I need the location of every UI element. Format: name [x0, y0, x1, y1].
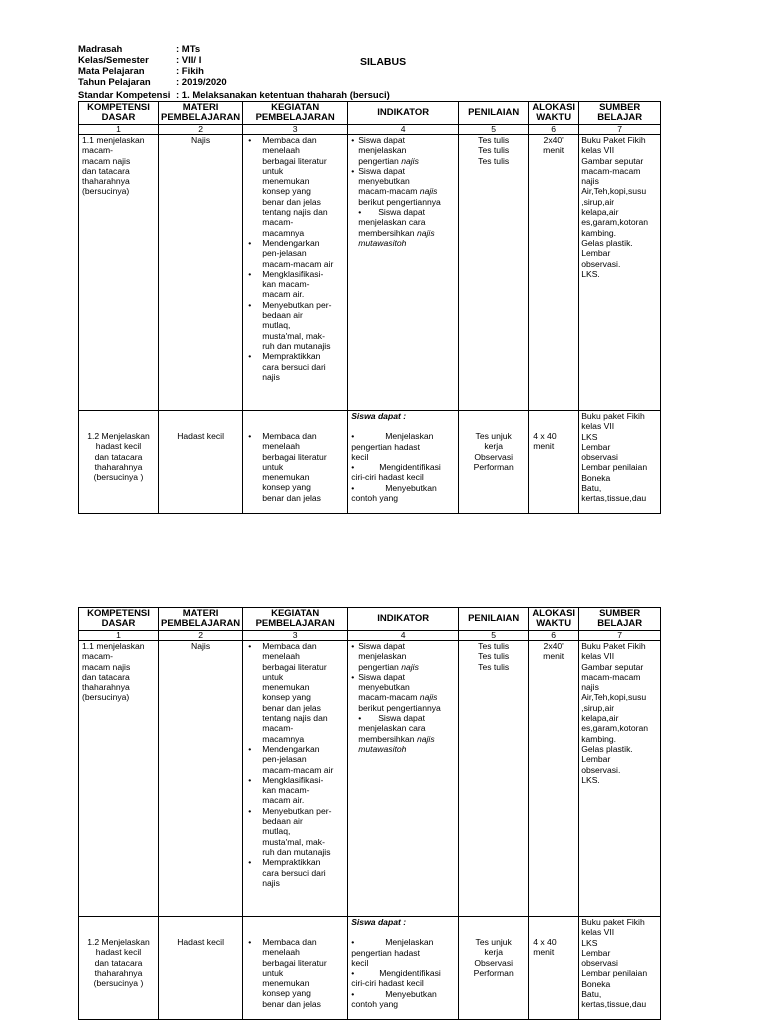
col-header: KEGIATAN PEMBELAJARAN	[243, 608, 348, 631]
kegiatan-item: • Membaca dan menelaah berbagai literatur untuk menemukan konsep yang benar dan jelas tentang najis dan macam- macamnya	[245, 641, 345, 744]
kegiatan-cell	[243, 411, 348, 514]
kegiatan-item: • Mengklasifikasi- kan macam- macam air.	[245, 775, 345, 806]
table-row	[79, 411, 661, 514]
indikator-item: • Menyebutkan contoh yang	[351, 988, 437, 1010]
kegiatan-item: • Menyebutkan per- bedaan air mutlaq, musta'mal, mak- ruh dan mutanajis	[245, 300, 345, 351]
materi-cell: Hadast kecil	[159, 917, 243, 1020]
col-header: ALOKASI WAKTU	[529, 608, 579, 631]
meta-block	[78, 44, 227, 88]
col-header: KOMPETENSI DASAR	[79, 608, 159, 631]
page-title: SILABUS	[360, 56, 407, 68]
indikator-item: • Siswa dapat menjelaskan cara membersihkan najis mutawasitoh	[358, 207, 435, 248]
kegiatan-item: • Membaca dan menelaah berbagai literatur untuk menemukan konsep yang benar dan jelas	[245, 937, 345, 1009]
indikator-item: • Siswa dapat menyebutkan macam-macam najis berikut pengertiannya	[351, 166, 456, 207]
indikator-item: • Siswa dapat menjelaskan pengertian najis	[351, 135, 456, 166]
kegiatan-item: • Menyebutkan per- bedaan air mutlaq, musta'mal, mak- ruh dan mutanajis	[245, 806, 345, 857]
column-number-row	[79, 125, 661, 135]
col-header: KEGIATAN PEMBELAJARAN	[243, 102, 348, 125]
kegiatan-cell	[243, 641, 348, 917]
kegiatan-item: • Mempraktikkan cara bersuci dari najis	[245, 857, 345, 888]
kd-cell: 1.2 Menjelaskan hadast kecil dan tatacara thaharahnya (bersucinya )	[79, 411, 159, 514]
indikator-item: • Siswa dapat menjelaskan cara membersihkan najis mutawasitoh	[358, 713, 435, 754]
kegiatan-item: • Mendengarkan pen-jelasan macam-macam air	[245, 744, 345, 775]
indikator-item: • Siswa dapat menyebutkan macam-macam najis berikut pengertiannya	[351, 672, 456, 713]
meta-madrasah: Madrasah : MTs	[78, 44, 201, 55]
col-header: ALOKASI WAKTU	[529, 102, 579, 125]
indikator-item: • Siswa dapat menjelaskan pengertian najis	[351, 641, 456, 672]
column-number: 1	[79, 631, 159, 641]
indikator-item: • Mengidentifikasi ciri-ciri hadast kecil	[351, 462, 441, 483]
meta-kelas: Kelas/Semester : VII/ I	[78, 55, 202, 66]
col-header: INDIKATOR	[348, 608, 459, 631]
col-header: KOMPETENSI DASAR	[79, 102, 159, 125]
kd-cell: 1.1 menjelaskan macam- macam najis dan tatacara thaharahnya (bersucinya)	[79, 135, 159, 411]
table-header-row	[79, 608, 661, 631]
col-header: PENILAIAN	[459, 102, 529, 125]
sumber-cell: Buku paket Fikih kelas VII LKS Lembar observasi Lembar penilaian Boneka Batu, kertas,tissue,dau	[579, 411, 661, 514]
indikator-cell	[348, 917, 459, 1020]
syllabus-table	[78, 607, 661, 1020]
column-number: 3	[243, 631, 348, 641]
sumber-cell: Buku Paket Fikih kelas VII Gambar seputar macam-macam najis Air,Teh,kopi,susu ,sirup,air kelapa,air es,garam,kotoran kambing. Gelas plastik. Lembar observasi. LKS.	[579, 641, 661, 917]
indikator-item: • Mengidentifikasi ciri-ciri hadast kecil	[351, 968, 441, 989]
column-number: 4	[348, 631, 459, 641]
kegiatan-item: • Membaca dan menelaah berbagai literatur untuk menemukan konsep yang benar dan jelas tentang najis dan macam- macamnya	[245, 135, 345, 238]
table-header-row	[79, 102, 661, 125]
col-header: SUMBER BELAJAR	[579, 102, 661, 125]
table-row	[79, 641, 661, 917]
table-row	[79, 917, 661, 1020]
column-number: 6	[529, 631, 579, 641]
column-number: 6	[529, 125, 579, 135]
column-number: 1	[79, 125, 159, 135]
column-number: 7	[579, 125, 661, 135]
sumber-cell: Buku paket Fikih kelas VII LKS Lembar observasi Lembar penilaian Boneka Batu, kertas,tissue,dau	[579, 917, 661, 1020]
alokasi-cell: 2x40' menit	[529, 641, 579, 917]
kd-cell: 1.2 Menjelaskan hadast kecil dan tatacara thaharahnya (bersucinya )	[79, 917, 159, 1020]
meta-tahun: Tahun Pelajaran : 2019/2020	[78, 77, 227, 88]
alokasi-cell: 2x40' menit	[529, 135, 579, 411]
sumber-cell: Buku Paket Fikih kelas VII Gambar seputar macam-macam najis Air,Teh,kopi,susu ,sirup,air kelapa,air es,garam,kotoran kambing. Gelas plastik. Lembar observasi. LKS.	[579, 135, 661, 411]
column-number: 4	[348, 125, 459, 135]
penilaian-cell: Tes unjuk kerja Observasi Performan	[459, 411, 529, 514]
indikator-head: Siswa dapat :	[351, 411, 407, 421]
table-row	[79, 135, 661, 411]
indikator-cell	[348, 641, 459, 917]
indikator-cell	[348, 135, 459, 411]
standar-kompetensi: Standar Kompetensi : 1. Melaksanakan ketentuan thaharah (bersuci)	[78, 90, 390, 101]
materi-cell: Hadast kecil	[159, 411, 243, 514]
column-number: 5	[459, 125, 529, 135]
materi-cell: Najis	[159, 641, 243, 917]
column-number: 5	[459, 631, 529, 641]
alokasi-cell: 4 x 40 menit	[529, 917, 579, 1020]
syllabus-table	[78, 101, 661, 514]
penilaian-cell: Tes unjuk kerja Observasi Performan	[459, 917, 529, 1020]
col-header: MATERI PEMBELAJARAN	[159, 608, 243, 631]
col-header: MATERI PEMBELAJARAN	[159, 102, 243, 125]
indikator-cell	[348, 411, 459, 514]
indikator-head: Siswa dapat :	[351, 917, 407, 927]
indikator-item: • Menjelaskan pengertian hadast kecil	[351, 431, 434, 462]
kegiatan-item: • Mendengarkan pen-jelasan macam-macam air	[245, 238, 345, 269]
col-header: SUMBER BELAJAR	[579, 608, 661, 631]
kd-cell: 1.1 menjelaskan macam- macam najis dan tatacara thaharahnya (bersucinya)	[79, 641, 159, 917]
penilaian-cell: Tes tulis Tes tulis Tes tulis	[459, 135, 529, 411]
column-number-row	[79, 631, 661, 641]
materi-cell: Najis	[159, 135, 243, 411]
column-number: 2	[159, 125, 243, 135]
kegiatan-item: • Mengklasifikasi- kan macam- macam air.	[245, 269, 345, 300]
kegiatan-item: • Membaca dan menelaah berbagai literatur untuk menemukan konsep yang benar dan jelas	[245, 431, 345, 503]
col-header: PENILAIAN	[459, 608, 529, 631]
indikator-item: • Menjelaskan pengertian hadast kecil	[351, 937, 434, 968]
column-number: 3	[243, 125, 348, 135]
penilaian-cell: Tes tulis Tes tulis Tes tulis	[459, 641, 529, 917]
column-number: 7	[579, 631, 661, 641]
col-header: INDIKATOR	[348, 102, 459, 125]
kegiatan-cell	[243, 135, 348, 411]
indikator-item: • Menyebutkan contoh yang	[351, 482, 437, 504]
column-number: 2	[159, 631, 243, 641]
alokasi-cell: 4 x 40 menit	[529, 411, 579, 514]
document-header	[0, 0, 768, 100]
kegiatan-item: • Mempraktikkan cara bersuci dari najis	[245, 351, 345, 382]
meta-mapel: Mata Pelajaran : Fikih	[78, 66, 204, 77]
kegiatan-cell	[243, 917, 348, 1020]
